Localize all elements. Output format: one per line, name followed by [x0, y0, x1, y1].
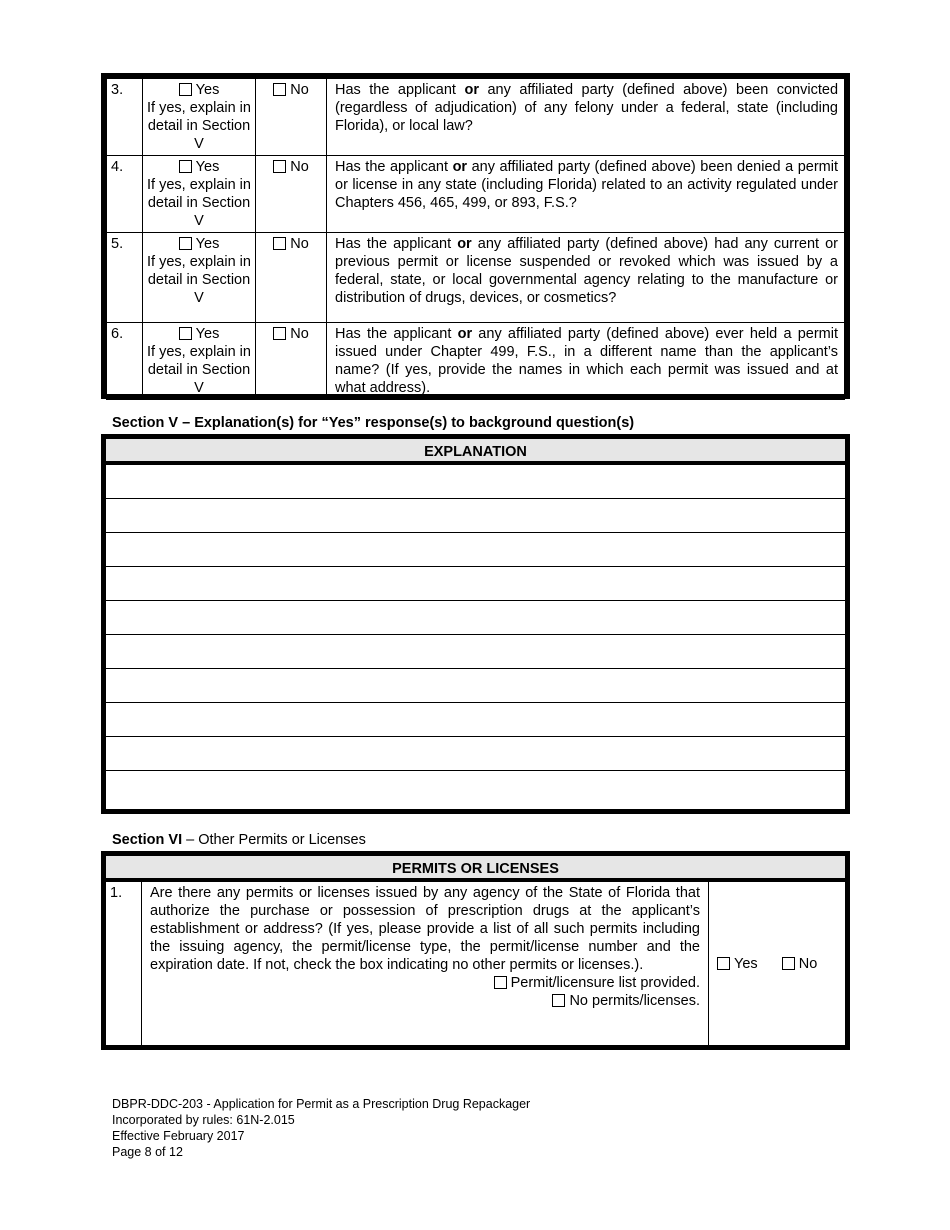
question-row-4: [107, 156, 845, 233]
no-checkbox-q4[interactable]: [273, 160, 286, 173]
explanation-line-10[interactable]: [106, 771, 845, 805]
explanation-table: [101, 434, 850, 814]
permits-header: PERMITS OR LICENSES: [106, 856, 845, 882]
section-v-title: Section V – Explanation(s) for “Yes” response(s) to background question(s): [112, 415, 635, 431]
effective-date-line: Effective February 2017: [112, 1129, 245, 1143]
no-label: No: [290, 236, 309, 252]
yes-label: Yes: [195, 159, 220, 175]
question-text: Has the applicant or any affiliated party (defined above) been convicted (regardless of adjudication) of any felony under a federal, state (including Florida), or local law?: [327, 79, 845, 156]
question-number: 4.: [107, 156, 143, 233]
yes-note: If yes, explain in detail in Section V: [147, 100, 251, 152]
permits-yes-label: Yes: [734, 955, 758, 972]
permits-row-1: [106, 882, 845, 1045]
permits-no-label: No: [798, 955, 818, 972]
explanation-line-9[interactable]: [106, 737, 845, 771]
background-questions-table: [101, 73, 850, 399]
form-footer: [112, 1096, 530, 1160]
explanation-line-3[interactable]: [106, 533, 845, 567]
explanation-line-5[interactable]: [106, 601, 845, 635]
explanation-line-8[interactable]: [106, 703, 845, 737]
question-row-3: [107, 79, 845, 156]
rules-line: Incorporated by rules: 61N-2.015: [112, 1113, 295, 1127]
permits-no-checkbox[interactable]: [782, 957, 795, 970]
no-checkbox-q3[interactable]: [273, 83, 286, 96]
explanation-line-1[interactable]: [106, 465, 845, 499]
question-text: Has the applicant or any affiliated party (defined above) been denied a permit or license in any state (including Florida) related to an activity regulated under Chapters 456, 465, 499, or 893, F.S.?: [327, 156, 845, 233]
question-text: Has the applicant or any affiliated party (defined above) had any current or previous permit or license suspended or revoked which was issued by a federal, state, or local governmental agency relating to the manufacture or distribution of drugs, devices, or cosmetics?: [327, 233, 845, 323]
no-permits-checkbox[interactable]: [552, 994, 565, 1007]
explanation-line-2[interactable]: [106, 499, 845, 533]
yes-checkbox-q3[interactable]: [179, 83, 192, 96]
yes-note: If yes, explain in detail in Section V: [147, 254, 251, 306]
yes-checkbox-q6[interactable]: [179, 327, 192, 340]
yes-note: If yes, explain in detail in Section V: [147, 344, 251, 396]
no-permits-label: No permits/licenses.: [569, 993, 700, 1009]
explanation-line-4[interactable]: [106, 567, 845, 601]
question-number: 6.: [107, 323, 143, 400]
page-number: Page 8 of 12: [112, 1145, 183, 1159]
no-label: No: [290, 159, 309, 175]
explanation-line-7[interactable]: [106, 669, 845, 703]
question-number: 1.: [106, 882, 142, 1045]
question-number: 5.: [107, 233, 143, 323]
explanation-line-6[interactable]: [106, 635, 845, 669]
explanation-lines: [106, 465, 845, 805]
list-provided-label: Permit/licensure list provided.: [510, 975, 700, 991]
form-id-line: DBPR-DDC-203 - Application for Permit as a Prescription Drug Repackager: [112, 1097, 531, 1111]
question-row-5: [107, 233, 845, 323]
yes-checkbox-q5[interactable]: [179, 237, 192, 250]
no-checkbox-q5[interactable]: [273, 237, 286, 250]
permits-table: [101, 851, 850, 1050]
question-number: 3.: [107, 79, 143, 156]
explanation-header: EXPLANATION: [106, 439, 845, 465]
yes-checkbox-q4[interactable]: [179, 160, 192, 173]
question-text: Has the applicant or any affiliated party (defined above) ever held a permit issued under Chapter 499, F.S., in a different name than the applicant’s name? (If yes, provide the names in which each permit was issued and at what address).: [327, 323, 845, 400]
permits-yes-checkbox[interactable]: [717, 957, 730, 970]
section-vi-title: Section VI – Other Permits or Licenses: [112, 832, 366, 848]
yes-label: Yes: [195, 326, 220, 342]
no-label: No: [290, 82, 309, 98]
no-checkbox-q6[interactable]: [273, 327, 286, 340]
list-provided-checkbox[interactable]: [494, 976, 507, 989]
yes-note: If yes, explain in detail in Section V: [147, 177, 251, 229]
question-row-6: [107, 323, 845, 400]
yes-label: Yes: [195, 236, 220, 252]
permits-question-text: Are there any permits or licenses issued by any agency of the State of Florida that authorize the purchase or possession of prescription drugs at the applicant’s establishment or address? (If yes, please provide a list of all such permits including the issuing agency, the permit/license type, the permit/license number and the expiration date. If not, check the box indicating no other permits or licenses.).: [150, 885, 700, 973]
no-label: No: [290, 326, 309, 342]
yes-label: Yes: [195, 82, 220, 98]
